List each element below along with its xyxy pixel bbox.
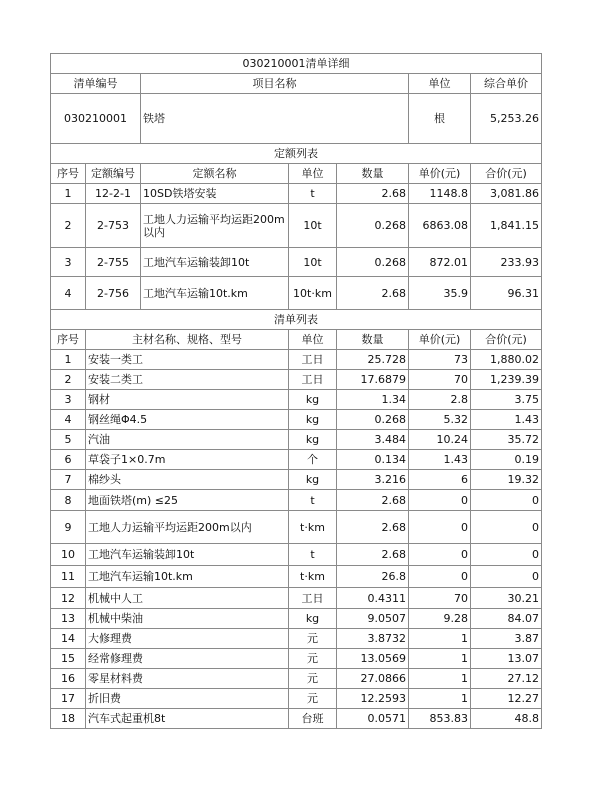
list-unit: 工日 (289, 350, 337, 370)
list-price: 10.24 (409, 430, 471, 450)
list-qty: 2.68 (337, 490, 409, 511)
quota-no: 4 (51, 277, 86, 310)
quota-unit: t (289, 184, 337, 204)
quota-header-price: 单价(元) (409, 164, 471, 184)
list-qty: 1.34 (337, 390, 409, 410)
list-row (51, 410, 542, 430)
list-row (51, 649, 542, 669)
list-row (51, 350, 542, 370)
quota-code: 2-755 (86, 248, 141, 277)
list-price: 5.32 (409, 410, 471, 430)
quota-no: 3 (51, 248, 86, 277)
list-header-qty: 数量 (337, 330, 409, 350)
list-unit: t·km (289, 511, 337, 544)
list-price: 6 (409, 470, 471, 490)
list-price: 0 (409, 490, 471, 511)
list-no: 16 (51, 669, 86, 689)
list-name: 钢丝绳Φ4.5 (86, 410, 289, 430)
list-no: 15 (51, 649, 86, 669)
list-header-name: 主材名称、规格、型号 (86, 330, 289, 350)
list-total: 19.32 (471, 470, 542, 490)
list-qty: 0.134 (337, 450, 409, 470)
list-row (51, 430, 542, 450)
list-no: 6 (51, 450, 86, 470)
list-name: 机械中人工 (86, 588, 289, 609)
header-row (51, 74, 542, 94)
quota-header-row (51, 164, 542, 184)
list-unit: 台班 (289, 709, 337, 729)
list-row (51, 566, 542, 588)
quota-no: 2 (51, 204, 86, 248)
list-no: 11 (51, 566, 86, 588)
list-name: 机械中柴油 (86, 609, 289, 629)
list-total: 0 (471, 544, 542, 566)
quota-total: 96.31 (471, 277, 542, 310)
list-row (51, 629, 542, 649)
list-no: 7 (51, 470, 86, 490)
list-qty: 13.0569 (337, 649, 409, 669)
quota-qty: 2.68 (337, 184, 409, 204)
list-total: 1.43 (471, 410, 542, 430)
list-no: 3 (51, 390, 86, 410)
quota-qty: 2.68 (337, 277, 409, 310)
list-qty: 12.2593 (337, 689, 409, 709)
list-name: 经常修理费 (86, 649, 289, 669)
list-no: 13 (51, 609, 86, 629)
list-total: 30.21 (471, 588, 542, 609)
list-total: 84.07 (471, 609, 542, 629)
quota-price: 1148.8 (409, 184, 471, 204)
quota-price: 872.01 (409, 248, 471, 277)
list-name: 汽油 (86, 430, 289, 450)
list-total: 3.75 (471, 390, 542, 410)
list-price: 0 (409, 544, 471, 566)
quota-qty: 0.268 (337, 248, 409, 277)
list-total: 48.8 (471, 709, 542, 729)
list-price: 1 (409, 649, 471, 669)
quota-row (51, 248, 542, 277)
list-unit: kg (289, 390, 337, 410)
list-qty: 3.484 (337, 430, 409, 450)
list-qty: 2.68 (337, 544, 409, 566)
list-total: 27.12 (471, 669, 542, 689)
quota-total: 1,841.15 (471, 204, 542, 248)
quota-unit: 10t·km (289, 277, 337, 310)
list-qty: 0.4311 (337, 588, 409, 609)
list-header-no: 序号 (51, 330, 86, 350)
quota-code: 2-756 (86, 277, 141, 310)
list-row (51, 450, 542, 470)
list-total: 35.72 (471, 430, 542, 450)
list-price: 0 (409, 511, 471, 544)
quota-header-unit: 单位 (289, 164, 337, 184)
quota-price: 35.9 (409, 277, 471, 310)
list-price: 9.28 (409, 609, 471, 629)
list-no: 5 (51, 430, 86, 450)
quota-row (51, 204, 542, 248)
list-name: 零星材料费 (86, 669, 289, 689)
list-row (51, 669, 542, 689)
quota-section-row (51, 144, 542, 164)
list-qty: 26.8 (337, 566, 409, 588)
list-no: 18 (51, 709, 86, 729)
list-header-row (51, 330, 542, 350)
list-name: 汽车式起重机8t (86, 709, 289, 729)
list-name: 钢材 (86, 390, 289, 410)
quota-name: 工地汽车运输10t.km (141, 277, 289, 310)
list-row (51, 609, 542, 629)
list-price: 70 (409, 588, 471, 609)
quota-qty: 0.268 (337, 204, 409, 248)
list-name: 棉纱头 (86, 470, 289, 490)
list-unit: kg (289, 410, 337, 430)
quota-header-name: 定额名称 (141, 164, 289, 184)
list-no: 8 (51, 490, 86, 511)
list-row (51, 490, 542, 511)
list-qty: 0.0571 (337, 709, 409, 729)
quota-header-code: 定额编号 (86, 164, 141, 184)
unit-label: 单位 (409, 74, 471, 94)
list-unit: 元 (289, 689, 337, 709)
list-total: 1,239.39 (471, 370, 542, 390)
list-total: 0 (471, 490, 542, 511)
list-row (51, 470, 542, 490)
list-unit: kg (289, 430, 337, 450)
list-name: 安装一类工 (86, 350, 289, 370)
list-no: 12 (51, 588, 86, 609)
code-label: 清单编号 (51, 74, 141, 94)
list-no: 2 (51, 370, 86, 390)
quota-no: 1 (51, 184, 86, 204)
quota-unit: 10t (289, 204, 337, 248)
list-row (51, 709, 542, 729)
list-row (51, 588, 542, 609)
list-no: 4 (51, 410, 86, 430)
quota-total: 233.93 (471, 248, 542, 277)
list-total: 3.87 (471, 629, 542, 649)
list-section-title: 清单列表 (51, 310, 542, 330)
list-row (51, 390, 542, 410)
list-row (51, 544, 542, 566)
list-no: 1 (51, 350, 86, 370)
list-total: 1,880.02 (471, 350, 542, 370)
list-unit: 元 (289, 629, 337, 649)
item-price: 5,253.26 (471, 94, 542, 144)
name-label: 项目名称 (141, 74, 409, 94)
quota-header-qty: 数量 (337, 164, 409, 184)
quota-header-no: 序号 (51, 164, 86, 184)
list-unit: kg (289, 609, 337, 629)
list-qty: 27.0866 (337, 669, 409, 689)
list-section-row (51, 310, 542, 330)
list-unit: t (289, 490, 337, 511)
list-row (51, 689, 542, 709)
list-price: 1 (409, 689, 471, 709)
list-qty: 3.8732 (337, 629, 409, 649)
item-unit: 根 (409, 94, 471, 144)
page-title: 030210001清单详细 (51, 54, 542, 74)
list-row (51, 511, 542, 544)
list-no: 14 (51, 629, 86, 649)
quota-name: 工地汽车运输装卸10t (141, 248, 289, 277)
list-qty: 17.6879 (337, 370, 409, 390)
quota-total: 3,081.86 (471, 184, 542, 204)
list-price: 1 (409, 669, 471, 689)
list-price: 73 (409, 350, 471, 370)
list-qty: 0.268 (337, 410, 409, 430)
list-price: 1.43 (409, 450, 471, 470)
list-unit: 个 (289, 450, 337, 470)
list-unit: 元 (289, 649, 337, 669)
price-label: 综合单价 (471, 74, 542, 94)
list-total: 0.19 (471, 450, 542, 470)
list-total: 13.07 (471, 649, 542, 669)
list-no: 17 (51, 689, 86, 709)
list-name: 工地汽车运输10t.km (86, 566, 289, 588)
list-price: 2.8 (409, 390, 471, 410)
detail-table (50, 53, 542, 729)
quota-code: 2-753 (86, 204, 141, 248)
list-qty: 2.68 (337, 511, 409, 544)
list-name: 工地汽车运输装卸10t (86, 544, 289, 566)
list-price: 853.83 (409, 709, 471, 729)
quota-code: 12-2-1 (86, 184, 141, 204)
list-qty: 3.216 (337, 470, 409, 490)
list-qty: 25.728 (337, 350, 409, 370)
list-total: 0 (471, 566, 542, 588)
quota-header-total: 合价(元) (471, 164, 542, 184)
title-row (51, 54, 542, 74)
list-unit: kg (289, 470, 337, 490)
list-total: 0 (471, 511, 542, 544)
list-name: 工地人力运输平均运距200m以内 (86, 511, 289, 544)
list-price: 1 (409, 629, 471, 649)
quota-name: 工地人力运输平均运距200m以内 (141, 204, 289, 248)
list-header-unit: 单位 (289, 330, 337, 350)
list-unit: 工日 (289, 588, 337, 609)
list-qty: 9.0507 (337, 609, 409, 629)
list-unit: 工日 (289, 370, 337, 390)
list-name: 草袋子1×0.7m (86, 450, 289, 470)
item-row (51, 94, 542, 144)
list-price: 0 (409, 566, 471, 588)
quota-row (51, 277, 542, 310)
list-name: 安装二类工 (86, 370, 289, 390)
quota-row (51, 184, 542, 204)
item-code: 030210001 (51, 94, 141, 144)
list-header-price: 单价(元) (409, 330, 471, 350)
list-total: 12.27 (471, 689, 542, 709)
list-name: 地面铁塔(m) ≤25 (86, 490, 289, 511)
quota-price: 6863.08 (409, 204, 471, 248)
list-name: 折旧费 (86, 689, 289, 709)
item-name: 铁塔 (141, 94, 409, 144)
list-name: 大修理费 (86, 629, 289, 649)
list-no: 9 (51, 511, 86, 544)
quota-name: 10SD铁塔安装 (141, 184, 289, 204)
list-unit: 元 (289, 669, 337, 689)
list-unit: t·km (289, 566, 337, 588)
list-unit: t (289, 544, 337, 566)
list-price: 70 (409, 370, 471, 390)
quota-section-title: 定额列表 (51, 144, 542, 164)
quota-unit: 10t (289, 248, 337, 277)
list-row (51, 370, 542, 390)
list-header-total: 合价(元) (471, 330, 542, 350)
list-no: 10 (51, 544, 86, 566)
